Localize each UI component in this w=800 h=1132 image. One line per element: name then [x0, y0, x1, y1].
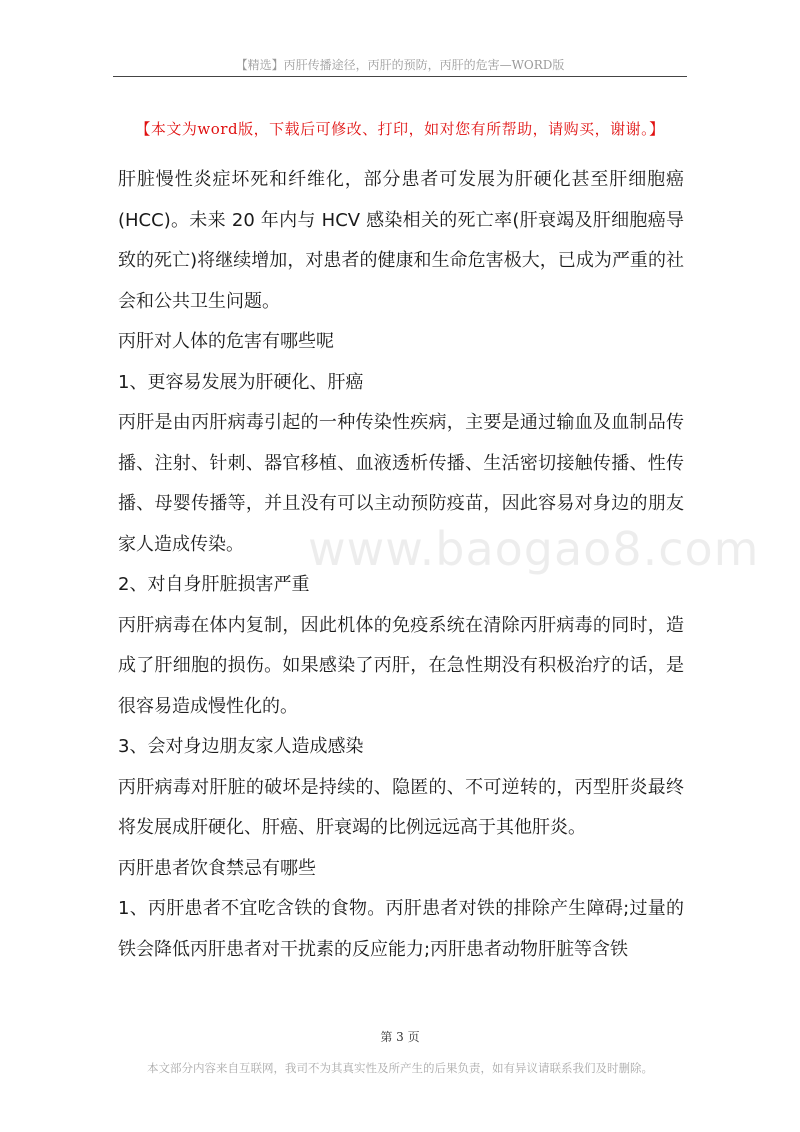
page-header: 【精选】丙肝传播途径，丙肝的预防，丙肝的危害—WORD版: [235, 58, 565, 72]
header-rule: [113, 76, 687, 77]
watermark: www.baogao8.com: [308, 522, 760, 576]
paragraph-point-1: 丙肝是由丙肝病毒引起的一种传染性疾病，主要是通过输血及血制品传播、注射、针刺、器官移植、血液透析传播、生活密切接触传播、性传播、母婴传播等，并且没有可以主动预防疫苗，因此容易对身边的朋友家人造成传染。: [118, 412, 684, 555]
heading-point-2: 2、对自身肝脏损害严重: [118, 574, 310, 595]
page-number: 第 3 页: [380, 1030, 420, 1044]
paragraph-intro: 肝脏慢性炎症坏死和纤维化，部分患者可发展为肝硬化甚至肝细胞癌(HCC)。未来 20 年内与 HCV 感染相关的死亡率(肝衰竭及肝细胞癌导致的死亡)将继续增加，对患者的健康和生命危害极大，已成为严重的社会和公共卫生问题。: [118, 169, 684, 312]
heading-point-1: 1、更容易发展为肝硬化、肝癌: [118, 371, 364, 393]
heading-point-3: 3、会对身边朋友家人造成感染: [118, 736, 364, 757]
heading-diet: 丙肝患者饮食禁忌有哪些: [118, 857, 316, 879]
paragraph-point-3: 丙肝病毒对肝脏的破坏是持续的、隐匿的、不可逆转的，丙型肝炎最终将发展成肝硬化、肝癌、肝衰竭的比例远远高于其他肝炎。: [118, 776, 684, 838]
document-body: [118, 160, 684, 970]
word-version-notice: 【本文为word版，下载后可修改、打印，如对您有所帮助，请购买，谢谢。】: [135, 120, 665, 138]
paragraph-point-2: 丙肝病毒在体内复制，因此机体的免疫系统在清除丙肝病毒的同时，造成了肝细胞的损伤。如果感染了丙肝，在急性期没有积极治疗的话，是很容易造成慢性化的。: [118, 614, 684, 717]
heading-hazards: 丙肝对人体的危害有哪些呢: [118, 331, 334, 352]
page-footer: 本文部分内容来自互联网，我司不为其真实性及所产生的后果负责，如有异议请联系我们及时删除。: [147, 1061, 653, 1075]
paragraph-diet-1: 1、丙肝患者不宜吃含铁的食物。丙肝患者对铁的排除产生障碍;过量的铁会降低丙肝患者对干扰素的反应能力;丙肝患者动物肝脏等含铁: [118, 898, 684, 960]
